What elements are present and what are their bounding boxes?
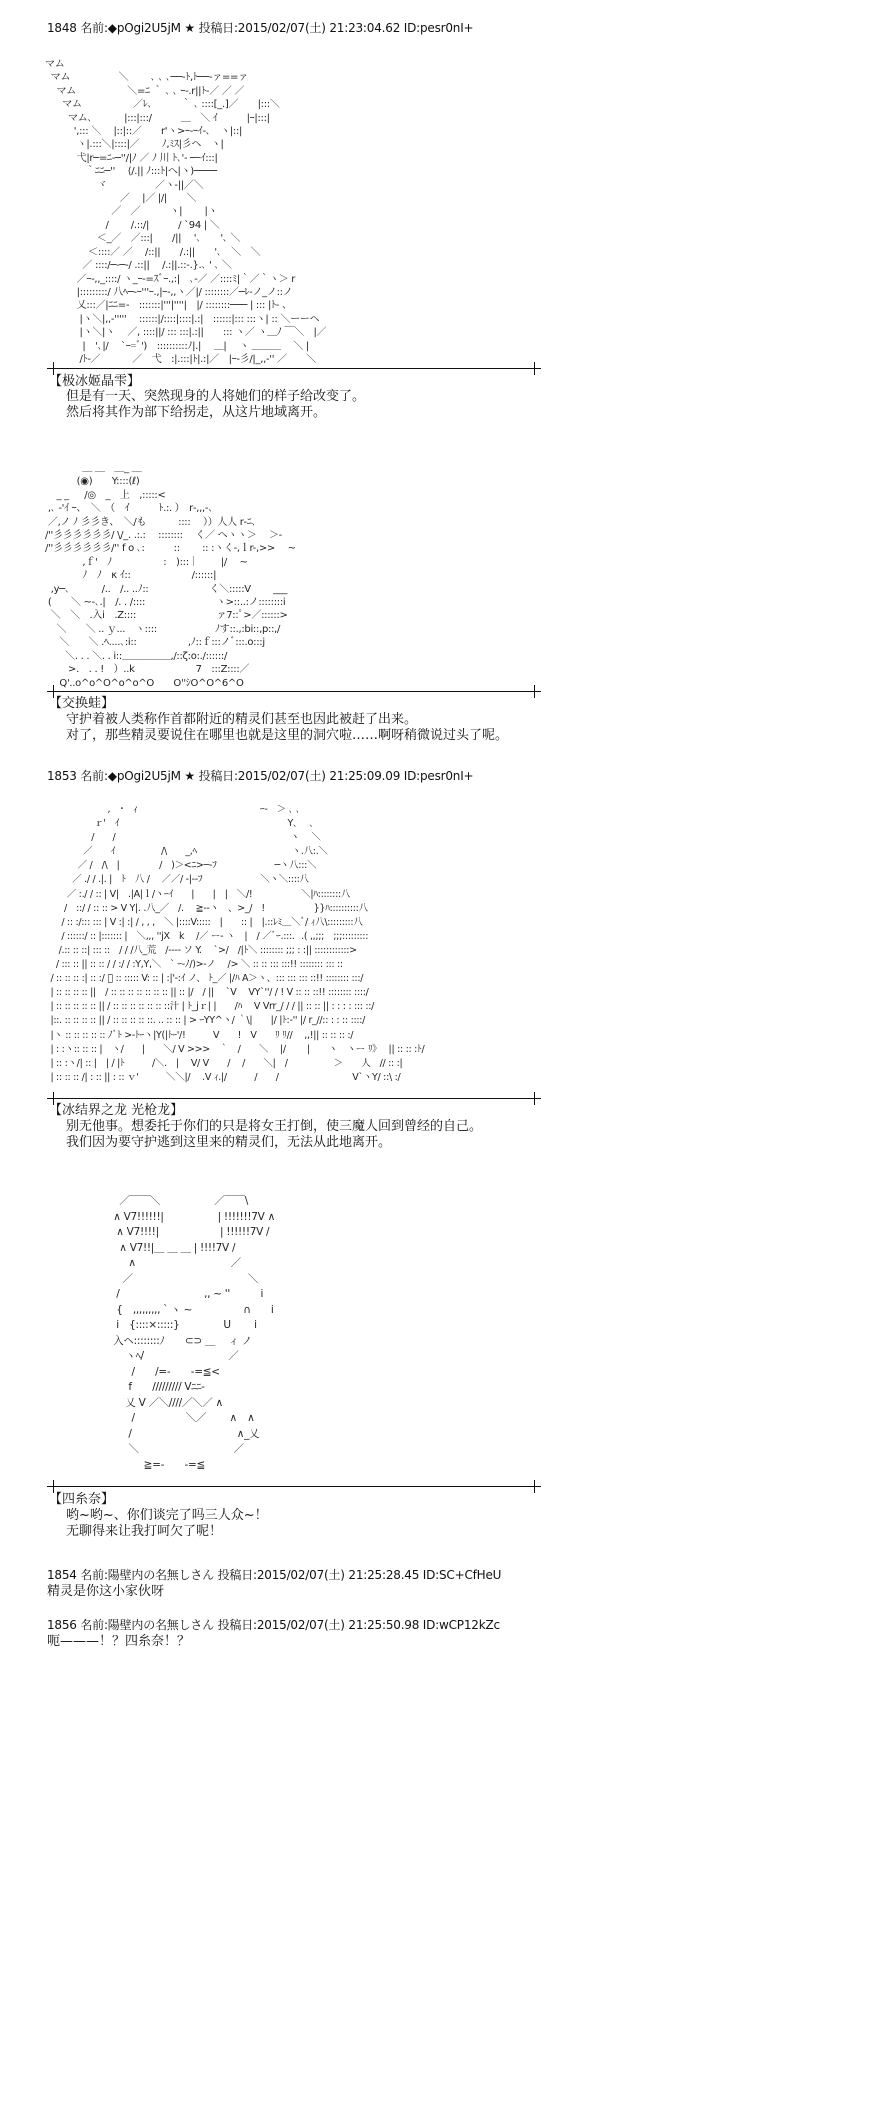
divider: [47, 691, 541, 692]
ascii-art-exchange-frog: ＿ ＿ ＿_ ＿ (◉) Y::::(ℓ) _ _ /◎ _ 上 ,:::::< ,､ -'ｲ ｰ、 ＼ （ ｲ ﾄ.:. ） r‐,,,-､ ／,ノ ﾉ 彡彡き、 ＼/も :::: ））人人 r‐ﾆ､ /''彡彡彡彡彡彡/ \/_. .:.: :::::::: く／ へヽヽ＞ ＞- /''彡彡彡彡彡彡/'' f o ､: :: :: :ヽく-,ｌr-,>> ~ ,ｆ' ﾉ : ):::｜ |/ ~ ﾉ ﾉ κ ｲ:: /::::::| ,y─､ /.. /.. ..ﾉ:: く＼:::::V ___ ( ＼ ~-､.| /. . /:::: ヽ>::..:ノ::::::::i ＼ ＼ .入i .Z:::: ァ7::ﾟ>／::::::> ＼ ＼ .. ｙ... ヽ:::: ﾉす::.,:bi::,p::,/ ＼ ＼ .ﾍ....､:i:: ,ﾉ::ｆ:::ノﾞ:::.o:::j ＼. . . ＼. . i::＿＿＿＿＿,/::ζ:o:./::::::/ >. . . ! ）..k 7 :::Z::::／ Q'..o^o^O^o^o^O O''ｼO^O^6^O: [45, 463, 296, 689]
divider: [47, 1098, 541, 1099]
ascii-art-ice-princess: マム マム ＼ ､ ､ ､──-ﾄ,ﾄ──‐ァ==ァ マム ＼=ﾆ ｀ ､ ､ ｰ-.r||ﾄ-／ ／ ／ マム ／ﾚ､ ｀ ､ ::::[_.]／ |:::＼ マム､ |:::|:::/ ＿ ＼ ｲ |ｰ|:::| ',::: ＼ |::|::／ r'ヽ>ｰ‐ｰｲ‐､ ヽ|::| ヽ|.:::＼|::::|／ ﾉ,ﾐｽ|彡ヘ ヽ| 弋|r─=ﾆ-─''/|ﾉ ／ ﾉ 川 ﾄ､'- ─ｰｲ:::| ｀ﾆﾆ─'' ⟨/.|| ﾉ:::ﾄ|へ|ヽ)──── ヾ ／ヽ-||／＼ ／ |／ |/| ＼ ／ ／ ヽ| |ヽ / /.::/| / `94 | ＼ ＜_／ ／:::| /|| '､ '､ ＼ ＜::::／ ／ /::|| /.:|| '､ ＼ ＼ ／ ::::/─-─-/ .::|| /.:||.::-.}.､ ' ､ ＼ ／ｰ-,,_::::/ ヽ_ｰ-=ｽﾞｰ.,:| ､-／ ／::::ﾐ|｀／｀ヽ＞ r |:::::::::/ 八ﾍ─-ｰ'''ｰ.,|ｰ-,,ヽ／|/ ::::::::／─ﾚ-ノ_ノ::ノ 乂:::／|ﾆﾆ=- :::::::|'''|''''| |/ ::::::::─── | ::: |ﾄ- 、 |ヽ＼|,,-''''' ::::::|/::::|::::|.:| ::::::|::: :::ヽ| :: ＼ーーヘ |ヽ＼|ヽ ／, ::::||/ ::: :::|.:|| ::: ヽ／ ヽ＿ﾉ ￣＼ |／ | '､|/ `ｰ=ﾞ') ::::::::::ﾉ|.| ＿| ヽ ＿＿＿ ＼ | /ﾄ-／ ／ 弋 :|.:::|ﾄ|.:|／ |ｰ-彡/|_,,-'' ／ ＼: [45, 59, 327, 365]
divider: [47, 368, 541, 369]
post-header-1853: 1853 名前:◆pOgi2U5jM ★ 投稿日:2015/02/07(土) 21:25:09.09 ID:pesr0nI+: [47, 769, 474, 783]
reply-body: 呃———！？四糸奈！？: [47, 1634, 191, 1649]
speech-line: 守护着被人类称作首都附近的精灵们甚至也因此被赶了出来。: [66, 712, 418, 727]
ascii-art-yoshinon: ／￣￣＼ ／￣￣\ ∧ V7!!!!!!| | !!!!!!!7V ∧ ∧ V7!!!!| | !!!!!!7V / ∧ V7!!|＿ ＿ ＿ | !!!!7V / ∧ ／ ／ ＼ / ,, ~ '' i { ,,,,,,,,,｀ヽ ~ ∩ i i {::::×:::::} U i 入ヘ::::::::ﾉ ⊂⊃ ＿ ィ ノ ヽﾍ/ ／ / /=- -=≦< f ///////// Vﾆﾆ- 乂 V ／＼////／＼／ ∧ / ＼／ ∧ ∧ / ∧_乂 ＼ ／ ≧=- -=≦: [113, 1195, 275, 1471]
speech-line: 无聊得来让我打呵欠了呢！: [66, 1524, 223, 1539]
speech-line: 对了，那些精灵要说住在哪里也就是这里的洞穴啦……啊呀稍微说过头了呢。: [66, 728, 509, 743]
speech-line: 我们因为要守护逃到这里来的精灵们，无法从此地离开。: [66, 1135, 392, 1150]
speaker-label: 【四糸奈】: [49, 1492, 115, 1507]
reply-header-1856: 1856 名前:陽壁内の名無しさん 投稿日:2015/02/07(土) 21:25:50.98 ID:wCP12kZc: [47, 1618, 500, 1632]
speech-line: 别无他事。想委托于你们的只是将女王打倒，使三魔人回到曾经的自己。: [66, 1119, 483, 1134]
divider: [47, 1486, 541, 1487]
speaker-label: 【交换蛙】: [49, 696, 115, 711]
ascii-art-ice-dragon: , ･ ｨ ｰ- ＞ ､ ､ ｒ' ｲ Y､ ､ / / ヽ ＼ ／ ｲ /\ _,ﾍ ヽ.八:.＼ ／ / /\ | / )＞<ﾆ>─-ﾌ ─ヽ八:::＼ ／ ./ / .|. | ﾄ 八 / ／／/ -|--ﾌ ＼ヽ＼::::八 ／ :./ / :: | V| .|A|ｌ/ヽｰｲ | | | ＼/! ＼|ﾊ::::::::八 / ::/ / :: :: > V Y|. .八_／ /. ≧‐-ヽ 、>_/ ! }}ﾊ::::::::::八 / :: :/::: ::: | V :| :| / , , , ＼ |::::V::::: | :: | |.::ﾚﾐ＿＼ﾞ/ ｨ八\:::::::::八 / ::::::/ :: |::::::: | ＼,,, ''jX k /／ ー- ヽ | / ／ﾞｰ.:::．.( ,,;;; ;;;::::::::: /.:: :: ::| ::: :: / / /八_荒 /---- ソ Y. `>/ /|ﾄ＼ :::::::: ;;; : :|| ::::::::::::> / ::: :: || :: :: / / :/ / :Y,Y,＼ ` ｰ-ﾉ/)>-ノ /> ＼ :: :: ::: :::!! :::::::: ::: :: / :: :: :: :| :: :/ ﾞ :: ::::: V: :: | :|'-:ｲ ノ、 ﾄ_／ |/ﾊ A＞ヽ、::: ::: ::: ::!! :::::::: :::/ | :: :: :: :: || / :: :: :: :: :: :: :: || :: |/ / || `V VY`''/ / ! V :: :: ::!! :::::::: ::::/ | :: :: :: :: :: || / :: :: :: :: :: :: ::汁 | ﾄ_jｒ| | /ﾊ V Vrr_/ / / || :: :: || : : : : ::: ::/ |::. :: :: :: :: || / :: :: :: :: ::. .. :: :: | > ｰYY^ヽ/ ｀\| |/ |ﾄ:-'' |/ r_//:: : : :: ::::/ |ヽ :: :: :: :: :: ﾉﾞﾄ >-ﾄｰヽ|Y(|ﾄｰ'/! V ! V ﾘ ﾘ// ,,!|| :: :: :: :/ | : :ヽ:: :: :: | ヽ/ | ＼/ V >>> ｀ / ＼ |/ | ヽ ヽー ﾘ》 || :: :: :ﾄ/ | :: :ヽ/| :: | | / |ﾄ /＼. | V/ V / / ＼| / ＞ 人 // :: :| | :: :: :: /| : :: || : :: ｖ' ＼＼|/ .V ｨ.|/ / / V`ヽY/ ::\ :/: [50, 804, 425, 1083]
speech-line: 然后将其作为部下给拐走，从这片地域离开。: [66, 405, 327, 420]
post-header-1848: 1848 名前:◆pOgi2U5jM ★ 投稿日:2015/02/07(土) 21:23:04.62 ID:pesr0nI+: [47, 21, 474, 35]
speech-line: 哟~哟~、你们谈完了吗三人众~！: [66, 1508, 268, 1523]
speaker-label: 【极冰姬晶雫】: [49, 374, 141, 389]
reply-header-1854: 1854 名前:陽壁内の名無しさん 投稿日:2015/02/07(土) 21:25:28.45 ID:SC+CfHeU: [47, 1568, 502, 1582]
reply-body: 精灵是你这小家伙呀: [47, 1584, 165, 1599]
speaker-label: 【冰结界之龙 光枪龙】: [49, 1103, 184, 1118]
speech-line: 但是有一天、突然现身的人将她们的样子给改变了。: [66, 389, 366, 404]
